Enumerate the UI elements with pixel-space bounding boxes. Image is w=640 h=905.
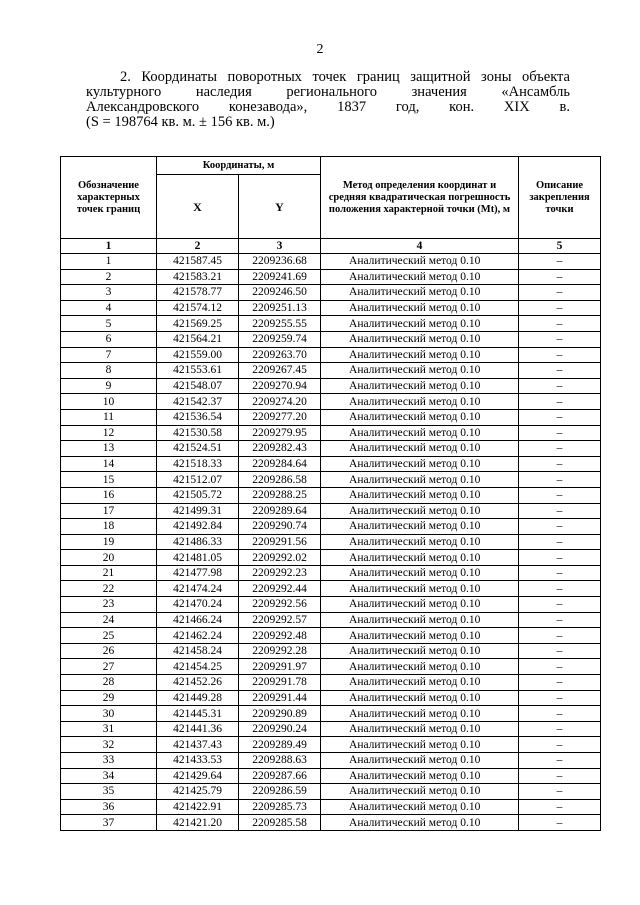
- point-number-cell: 1: [61, 254, 157, 270]
- point-number-cell: 9: [61, 378, 157, 394]
- y-coordinate-cell: 2209290.24: [239, 721, 321, 737]
- fixing-cell: –: [519, 815, 601, 831]
- method-cell: Аналитический метод 0.10: [321, 425, 519, 441]
- point-number-cell: 10: [61, 394, 157, 410]
- x-coordinate-cell: 421470.24: [157, 597, 239, 613]
- y-coordinate-cell: 2209292.23: [239, 565, 321, 581]
- y-coordinate-cell: 2209292.57: [239, 612, 321, 628]
- y-coordinate-cell: 2209274.20: [239, 394, 321, 410]
- table-row: [61, 815, 601, 831]
- fixing-cell: –: [519, 721, 601, 737]
- point-number-cell: 3: [61, 285, 157, 301]
- x-coordinate-cell: 421548.07: [157, 378, 239, 394]
- fixing-cell: –: [519, 285, 601, 301]
- table-row: [61, 519, 601, 535]
- table-row: [61, 565, 601, 581]
- y-coordinate-cell: 2209270.94: [239, 378, 321, 394]
- fixing-cell: –: [519, 690, 601, 706]
- table-row: [61, 721, 601, 737]
- fixing-cell: –: [519, 737, 601, 753]
- method-cell: Аналитический метод 0.10: [321, 799, 519, 815]
- fixing-cell: –: [519, 425, 601, 441]
- fixing-cell: –: [519, 581, 601, 597]
- y-coordinate-cell: 2209290.74: [239, 519, 321, 535]
- y-coordinate-cell: 2209286.58: [239, 472, 321, 488]
- method-cell: Аналитический метод 0.10: [321, 254, 519, 270]
- method-cell: Аналитический метод 0.10: [321, 612, 519, 628]
- method-cell: Аналитический метод 0.10: [321, 721, 519, 737]
- y-coordinate-cell: 2209291.56: [239, 534, 321, 550]
- method-cell: Аналитический метод 0.10: [321, 394, 519, 410]
- method-cell: Аналитический метод 0.10: [321, 316, 519, 332]
- fixing-cell: –: [519, 456, 601, 472]
- heading-line-2: культурного наследия регионального значения «Ансамбль: [86, 84, 570, 100]
- fixing-cell: –: [519, 565, 601, 581]
- table-row: [61, 394, 601, 410]
- header-method: Метод определения координат и средняя квадратическая погрешность положения характерной точки (Mt), м: [321, 157, 519, 239]
- fixing-cell: –: [519, 612, 601, 628]
- x-coordinate-cell: 421574.12: [157, 300, 239, 316]
- method-cell: Аналитический метод 0.10: [321, 285, 519, 301]
- fixing-cell: –: [519, 706, 601, 722]
- x-coordinate-cell: 421553.61: [157, 363, 239, 379]
- fixing-cell: –: [519, 331, 601, 347]
- point-number-cell: 4: [61, 300, 157, 316]
- method-cell: Аналитический метод 0.10: [321, 300, 519, 316]
- point-number-cell: 7: [61, 347, 157, 363]
- fixing-cell: –: [519, 550, 601, 566]
- point-number-cell: 11: [61, 409, 157, 425]
- coordinates-table: [60, 156, 601, 831]
- y-coordinate-cell: 2209292.02: [239, 550, 321, 566]
- method-cell: Аналитический метод 0.10: [321, 628, 519, 644]
- x-coordinate-cell: 421578.77: [157, 285, 239, 301]
- fixing-cell: –: [519, 487, 601, 503]
- method-cell: Аналитический метод 0.10: [321, 347, 519, 363]
- document-heading: [86, 70, 570, 130]
- y-coordinate-cell: 2209289.64: [239, 503, 321, 519]
- point-number-cell: 20: [61, 550, 157, 566]
- table-row: [61, 409, 601, 425]
- point-number-cell: 26: [61, 643, 157, 659]
- table-row: [61, 441, 601, 457]
- method-cell: Аналитический метод 0.10: [321, 784, 519, 800]
- fixing-cell: –: [519, 784, 601, 800]
- header-y: Y: [239, 175, 321, 239]
- table-row: [61, 581, 601, 597]
- x-coordinate-cell: 421486.33: [157, 534, 239, 550]
- y-coordinate-cell: 2209289.49: [239, 737, 321, 753]
- point-number-cell: 33: [61, 753, 157, 769]
- method-cell: Аналитический метод 0.10: [321, 643, 519, 659]
- point-number-cell: 17: [61, 503, 157, 519]
- table-row: [61, 737, 601, 753]
- y-coordinate-cell: 2209277.20: [239, 409, 321, 425]
- point-number-cell: 2: [61, 269, 157, 285]
- x-coordinate-cell: 421587.45: [157, 254, 239, 270]
- y-coordinate-cell: 2209282.43: [239, 441, 321, 457]
- y-coordinate-cell: 2209241.69: [239, 269, 321, 285]
- y-coordinate-cell: 2209246.50: [239, 285, 321, 301]
- table-row: [61, 784, 601, 800]
- x-coordinate-cell: 421524.51: [157, 441, 239, 457]
- x-coordinate-cell: 421466.24: [157, 612, 239, 628]
- x-coordinate-cell: 421559.00: [157, 347, 239, 363]
- fixing-cell: –: [519, 394, 601, 410]
- point-number-cell: 37: [61, 815, 157, 831]
- fixing-cell: –: [519, 269, 601, 285]
- method-cell: Аналитический метод 0.10: [321, 768, 519, 784]
- y-coordinate-cell: 2209255.55: [239, 316, 321, 332]
- point-number-cell: 32: [61, 737, 157, 753]
- point-number-cell: 8: [61, 363, 157, 379]
- point-number-cell: 12: [61, 425, 157, 441]
- point-number-cell: 24: [61, 612, 157, 628]
- column-number: 2: [157, 239, 239, 254]
- x-coordinate-cell: 421425.79: [157, 784, 239, 800]
- point-number-cell: 23: [61, 597, 157, 613]
- method-cell: Аналитический метод 0.10: [321, 441, 519, 457]
- method-cell: Аналитический метод 0.10: [321, 363, 519, 379]
- point-number-cell: 35: [61, 784, 157, 800]
- table-row: [61, 799, 601, 815]
- method-cell: Аналитический метод 0.10: [321, 753, 519, 769]
- x-coordinate-cell: 421458.24: [157, 643, 239, 659]
- point-number-cell: 36: [61, 799, 157, 815]
- point-number-cell: 25: [61, 628, 157, 644]
- table-row: [61, 690, 601, 706]
- y-coordinate-cell: 2209267.45: [239, 363, 321, 379]
- method-cell: Аналитический метод 0.10: [321, 581, 519, 597]
- x-coordinate-cell: 421492.84: [157, 519, 239, 535]
- method-cell: Аналитический метод 0.10: [321, 565, 519, 581]
- point-number-cell: 29: [61, 690, 157, 706]
- x-coordinate-cell: 421454.25: [157, 659, 239, 675]
- fixing-cell: –: [519, 472, 601, 488]
- column-number: 5: [519, 239, 601, 254]
- table-row: [61, 425, 601, 441]
- method-cell: Аналитический метод 0.10: [321, 690, 519, 706]
- heading-line-3: Александровского конезавода», 1837 год, кон. XIX в.: [86, 99, 570, 115]
- x-coordinate-cell: 421474.24: [157, 581, 239, 597]
- column-number-row: [61, 239, 601, 254]
- y-coordinate-cell: 2209292.48: [239, 628, 321, 644]
- table-row: [61, 706, 601, 722]
- heading-line-1: 2. Координаты поворотных точек границ защитной зоны объекта: [120, 69, 570, 85]
- method-cell: Аналитический метод 0.10: [321, 706, 519, 722]
- table-row: [61, 331, 601, 347]
- x-coordinate-cell: 421569.25: [157, 316, 239, 332]
- y-coordinate-cell: 2209292.44: [239, 581, 321, 597]
- x-coordinate-cell: 421449.28: [157, 690, 239, 706]
- x-coordinate-cell: 421530.58: [157, 425, 239, 441]
- method-cell: Аналитический метод 0.10: [321, 409, 519, 425]
- table-row: [61, 254, 601, 270]
- y-coordinate-cell: 2209292.28: [239, 643, 321, 659]
- y-coordinate-cell: 2209236.68: [239, 254, 321, 270]
- method-cell: Аналитический метод 0.10: [321, 534, 519, 550]
- y-coordinate-cell: 2209285.58: [239, 815, 321, 831]
- table-row: [61, 300, 601, 316]
- x-coordinate-cell: 421518.33: [157, 456, 239, 472]
- method-cell: Аналитический метод 0.10: [321, 550, 519, 566]
- point-number-cell: 27: [61, 659, 157, 675]
- column-number: 1: [61, 239, 157, 254]
- table-row: [61, 643, 601, 659]
- table-row: [61, 456, 601, 472]
- header-coordinates: Координаты, м: [157, 157, 321, 175]
- point-number-cell: 21: [61, 565, 157, 581]
- x-coordinate-cell: 421583.21: [157, 269, 239, 285]
- header-fixing: Описание закрепления точки: [519, 157, 601, 239]
- table-row: [61, 659, 601, 675]
- point-number-cell: 16: [61, 487, 157, 503]
- x-coordinate-cell: 421445.31: [157, 706, 239, 722]
- table-row: [61, 487, 601, 503]
- fixing-cell: –: [519, 768, 601, 784]
- x-coordinate-cell: 421505.72: [157, 487, 239, 503]
- y-coordinate-cell: 2209284.64: [239, 456, 321, 472]
- table-row: [61, 675, 601, 691]
- y-coordinate-cell: 2209290.89: [239, 706, 321, 722]
- heading-line-4: (S = 198764 кв. м. ± 156 кв. м.): [86, 114, 275, 130]
- coordinates-table-body: [61, 239, 601, 831]
- y-coordinate-cell: 2209288.63: [239, 753, 321, 769]
- fixing-cell: –: [519, 503, 601, 519]
- table-row: [61, 753, 601, 769]
- fixing-cell: –: [519, 643, 601, 659]
- fixing-cell: –: [519, 347, 601, 363]
- table-row: [61, 503, 601, 519]
- y-coordinate-cell: 2209288.25: [239, 487, 321, 503]
- y-coordinate-cell: 2209251.13: [239, 300, 321, 316]
- method-cell: Аналитический метод 0.10: [321, 487, 519, 503]
- table-row: [61, 363, 601, 379]
- y-coordinate-cell: 2209291.97: [239, 659, 321, 675]
- y-coordinate-cell: 2209291.78: [239, 675, 321, 691]
- fixing-cell: –: [519, 675, 601, 691]
- table-row: [61, 378, 601, 394]
- table-row: [61, 534, 601, 550]
- table-row: [61, 472, 601, 488]
- y-coordinate-cell: 2209279.95: [239, 425, 321, 441]
- fixing-cell: –: [519, 409, 601, 425]
- x-coordinate-cell: 421564.21: [157, 331, 239, 347]
- table-row: [61, 316, 601, 332]
- point-number-cell: 18: [61, 519, 157, 535]
- fixing-cell: –: [519, 534, 601, 550]
- table-row: [61, 768, 601, 784]
- x-coordinate-cell: 421421.20: [157, 815, 239, 831]
- method-cell: Аналитический метод 0.10: [321, 675, 519, 691]
- x-coordinate-cell: 421429.64: [157, 768, 239, 784]
- method-cell: Аналитический метод 0.10: [321, 456, 519, 472]
- fixing-cell: –: [519, 316, 601, 332]
- x-coordinate-cell: 421433.53: [157, 753, 239, 769]
- y-coordinate-cell: 2209292.56: [239, 597, 321, 613]
- fixing-cell: –: [519, 254, 601, 270]
- point-number-cell: 5: [61, 316, 157, 332]
- y-coordinate-cell: 2209291.44: [239, 690, 321, 706]
- point-number-cell: 34: [61, 768, 157, 784]
- method-cell: Аналитический метод 0.10: [321, 472, 519, 488]
- y-coordinate-cell: 2209263.70: [239, 347, 321, 363]
- x-coordinate-cell: 421499.31: [157, 503, 239, 519]
- fixing-cell: –: [519, 628, 601, 644]
- x-coordinate-cell: 421477.98: [157, 565, 239, 581]
- table-row: [61, 628, 601, 644]
- x-coordinate-cell: 421512.07: [157, 472, 239, 488]
- point-number-cell: 31: [61, 721, 157, 737]
- method-cell: Аналитический метод 0.10: [321, 659, 519, 675]
- table-row: [61, 285, 601, 301]
- x-coordinate-cell: 421542.37: [157, 394, 239, 410]
- fixing-cell: –: [519, 597, 601, 613]
- point-number-cell: 22: [61, 581, 157, 597]
- x-coordinate-cell: 421422.91: [157, 799, 239, 815]
- x-coordinate-cell: 421441.36: [157, 721, 239, 737]
- y-coordinate-cell: 2209287.66: [239, 768, 321, 784]
- page-number: 2: [316, 42, 324, 57]
- column-number: 3: [239, 239, 321, 254]
- table-row: [61, 550, 601, 566]
- point-number-cell: 13: [61, 441, 157, 457]
- method-cell: Аналитический метод 0.10: [321, 331, 519, 347]
- fixing-cell: –: [519, 519, 601, 535]
- fixing-cell: –: [519, 300, 601, 316]
- fixing-cell: –: [519, 659, 601, 675]
- column-number: 4: [321, 239, 519, 254]
- method-cell: Аналитический метод 0.10: [321, 269, 519, 285]
- method-cell: Аналитический метод 0.10: [321, 737, 519, 753]
- x-coordinate-cell: 421536.54: [157, 409, 239, 425]
- fixing-cell: –: [519, 363, 601, 379]
- table-row: [61, 347, 601, 363]
- y-coordinate-cell: 2209285.73: [239, 799, 321, 815]
- method-cell: Аналитический метод 0.10: [321, 519, 519, 535]
- table-row: [61, 597, 601, 613]
- fixing-cell: –: [519, 441, 601, 457]
- method-cell: Аналитический метод 0.10: [321, 378, 519, 394]
- point-number-cell: 14: [61, 456, 157, 472]
- header-designation: Обозначение характерных точек границ: [61, 157, 157, 239]
- method-cell: Аналитический метод 0.10: [321, 597, 519, 613]
- y-coordinate-cell: 2209259.74: [239, 331, 321, 347]
- point-number-cell: 30: [61, 706, 157, 722]
- x-coordinate-cell: 421462.24: [157, 628, 239, 644]
- fixing-cell: –: [519, 799, 601, 815]
- method-cell: Аналитический метод 0.10: [321, 503, 519, 519]
- point-number-cell: 6: [61, 331, 157, 347]
- x-coordinate-cell: 421481.05: [157, 550, 239, 566]
- point-number-cell: 19: [61, 534, 157, 550]
- point-number-cell: 28: [61, 675, 157, 691]
- fixing-cell: –: [519, 378, 601, 394]
- method-cell: Аналитический метод 0.10: [321, 815, 519, 831]
- header-x: X: [157, 175, 239, 239]
- x-coordinate-cell: 421452.26: [157, 675, 239, 691]
- fixing-cell: –: [519, 753, 601, 769]
- y-coordinate-cell: 2209286.59: [239, 784, 321, 800]
- table-row: [61, 269, 601, 285]
- point-number-cell: 15: [61, 472, 157, 488]
- x-coordinate-cell: 421437.43: [157, 737, 239, 753]
- table-row: [61, 612, 601, 628]
